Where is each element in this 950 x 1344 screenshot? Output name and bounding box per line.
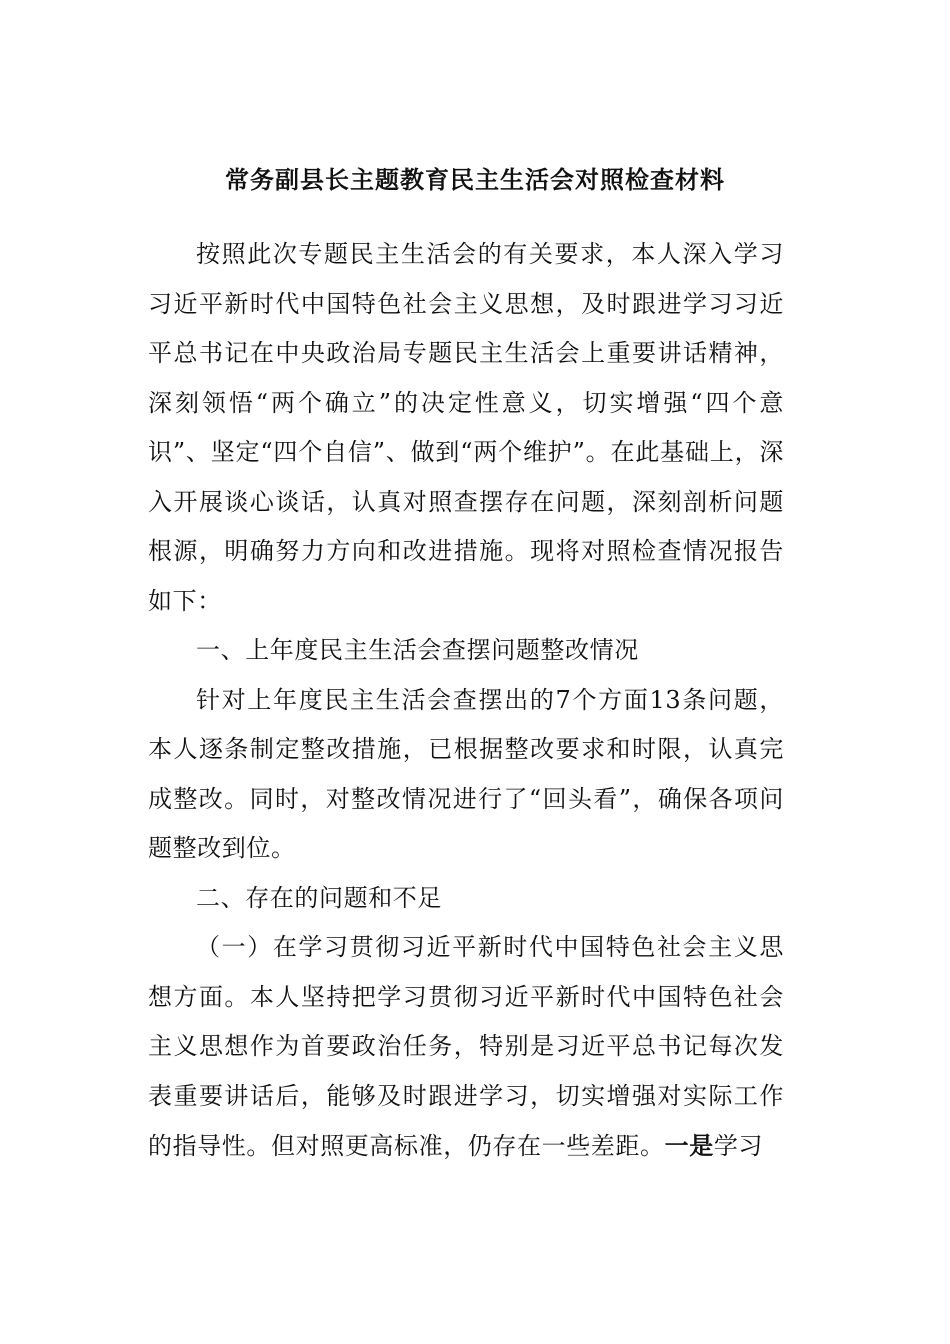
section-1-paragraph: 针对上年度民主生活会查摆出的7个方面13条问题，本人逐条制定整改措施，已根据整改要求和时限，认真完成整改。同时，对整改情况进行了“回头看”，确保各项问题整改到位。 xyxy=(148,685,784,862)
document-title: 常务副县长主题教育民主生活会对照检查材料 xyxy=(225,165,725,194)
section-2-paragraph-text: （一）在学习贯彻习近平新时代中国特色社会主义思想方面。本人坚持把学习贯彻习近平新时代中国特色社会主义思想作为首要政治任务，特别是习近平总书记每次发表重要讲话后，能够及时跟进学习，切实增强对实际工作的指导性。但对照更高标准，仍存在一些差距。 xyxy=(148,933,784,1160)
section-heading-2: 二、存在的问题和不足 xyxy=(196,883,442,912)
section-2-paragraph xyxy=(148,923,784,1172)
bold-marker: 一是 xyxy=(664,1131,714,1160)
paragraph-tail: 学习 xyxy=(713,1132,764,1160)
document-body xyxy=(148,230,784,1172)
intro-paragraph: 按照此次专题民主生活会的有关要求，本人深入学习习近平新时代中国特色社会主义思想，及时跟进学习习近平总书记在中央政治局专题民主生活会上重要讲话精神，深刻领悟“两个确立”的决定性意义，切实增强“四个意识”、坚定“四个自信”、做到“两个维护”。在此基础上，深入开展谈心谈话，认真对照查摆存在问题，深刻剖析问题根源，明确努力方向和改进措施。现将对照检查情况报告如下： xyxy=(148,240,784,615)
section-heading-1: 一、上年度民主生活会查摆问题整改情况 xyxy=(196,636,639,664)
